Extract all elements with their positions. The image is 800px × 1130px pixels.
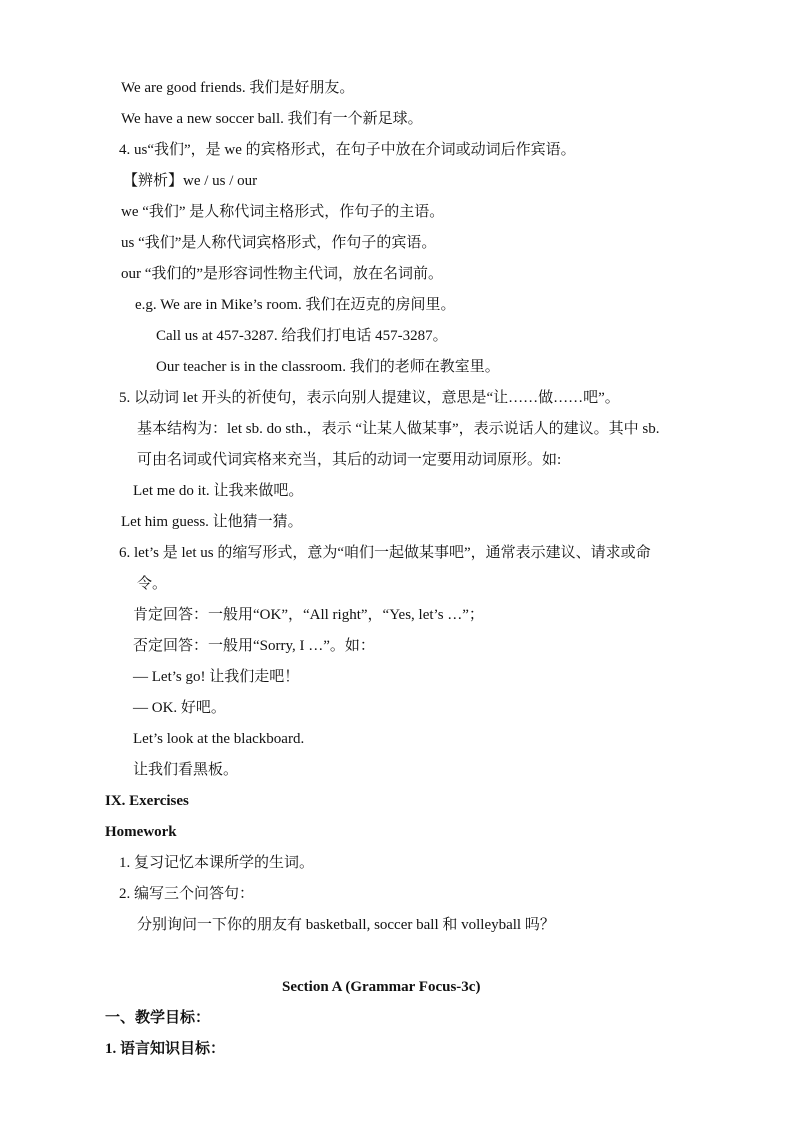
structure-explanation: 可由名词或代词宾格来充当，其后的动词一定要用动词原形。如: [137,452,562,468]
example-sentence: Call us at 457-3287. 给我们打电话 457-3287。 [156,328,448,344]
exercises-heading: IX. Exercises [105,793,189,809]
example-sentence: Let me do it. 让我来做吧。 [133,483,304,499]
homework-item: 1. 复习记忆本课所学的生词。 [119,855,315,871]
grammar-point-6-cont: 令。 [137,576,168,592]
structure-explanation: 基本结构为：let sb. do sth.，表示 “让某人做某事”，表示说话人的建议。其中 sb. [137,421,660,437]
analysis-line: we “我们” 是人称代词主格形式，作句子的主语。 [121,204,445,220]
analysis-line: us “我们”是人称代词宾格形式，作句子的宾语。 [121,235,437,251]
negative-answer: 否定回答：一般用“Sorry, I …”。如： [133,638,375,654]
grammar-point-4: 4. us“我们”，是 we 的宾格形式，在句子中放在介词或动词后作宾语。 [119,142,576,158]
example-sentence: Let him guess. 让他猜一猜。 [121,514,303,530]
section-title: Section A (Grammar Focus-3c) [282,979,481,995]
objectives-heading: 一、教学目标： [105,1010,211,1026]
analysis-line: our “我们的”是形容词性物主代词，放在名词前。 [121,266,444,282]
example-sentence: Our teacher is in the classroom. 我们的老师在教室里。 [156,359,500,375]
example-translation: 让我们看黑板。 [133,762,239,778]
homework-item: 2. 编写三个问答句： [119,886,255,902]
dialogue-line: — Let’s go! 让我们走吧！ [133,669,300,685]
homework-detail: 分别询问一下你的朋友有 basketball, soccer ball 和 volleyball 吗？ [137,917,555,933]
example-sentence: We are good friends. 我们是好朋友。 [121,80,355,96]
example-sentence: Let’s look at the blackboard. [133,731,305,747]
language-knowledge-heading: 1. 语言知识目标： [105,1041,226,1057]
affirmative-answer: 肯定回答：一般用“OK”，“All right”，“Yes, let’s …”； [133,607,484,623]
homework-heading: Homework [105,824,177,840]
analysis-heading: 【辨析】we / us / our [123,173,258,189]
dialogue-line: — OK. 好吧。 [133,700,226,716]
example-sentence: We have a new soccer ball. 我们有一个新足球。 [121,111,423,127]
grammar-point-6: 6. let’s 是 let us 的缩写形式，意为“咱们一起做某事吧”，通常表示建议、请求或命 [119,545,651,561]
grammar-point-5: 5. 以动词 let 开头的祈使句，表示向别人提建议，意思是“让……做……吧”。 [119,390,620,406]
example-sentence: e.g. We are in Mike’s room. 我们在迈克的房间里。 [135,297,456,313]
